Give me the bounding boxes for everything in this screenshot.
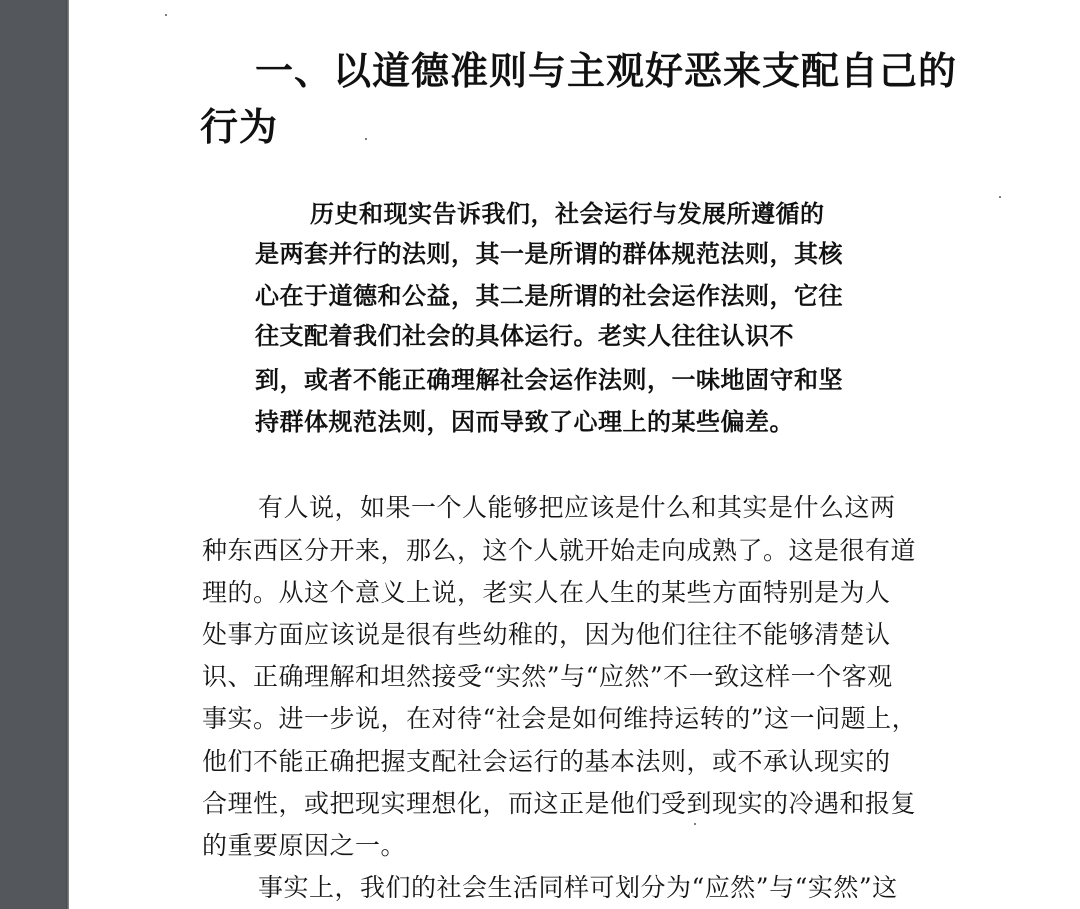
summary-line: 历史和现实告诉我们，社会运行与发展所遵循的: [310, 200, 825, 228]
scan-speck: [365, 138, 367, 140]
body-line: 理的。从这个意义上说，老实人在人生的某些方面特别是为人: [202, 578, 891, 607]
summary-line: 是两套并行的法则，其一是所谓的群体规范法则，其核: [255, 240, 843, 268]
scan-speck: [694, 823, 696, 825]
summary-line: 持群体规范法则，因而导致了心理上的某些偏差。: [255, 408, 794, 436]
summary-line: 往支配着我们社会的具体运行。老实人往往认识不: [255, 322, 794, 350]
summary-line: 到，或者不能正确理解社会运作法则，一味地固守和坚: [255, 366, 843, 394]
body-line: 的重要原因之一。: [202, 831, 407, 860]
scanned-page: [69, 0, 1080, 909]
body-line: 合理性，或把现实理想化，而这正是他们受到现实的冷遇和报复: [202, 789, 917, 818]
scan-speck: [999, 196, 1001, 198]
body-line: 有人说，如果一个人能够把应该是什么和其实是什么这两: [258, 493, 896, 522]
body-line: 事实。进一步说，在对待“社会是如何维持运转的”这一问题上，: [202, 704, 918, 733]
chapter-heading-line-1: 一、以道德准则与主观好恶来支配自己的: [255, 48, 958, 93]
body-line: 事实上，我们的社会生活同样可划分为“应然”与“实然”这: [258, 873, 898, 902]
body-line: 种东西区分开来，那么，这个人就开始走向成熟了。这是很有道: [202, 536, 917, 565]
body-line: 他们不能正确把握支配社会运行的基本法则，或不承认现实的: [202, 747, 891, 776]
body-line: 处事方面应该说是很有些幼稚的，因为他们往往不能够清楚认: [202, 620, 891, 649]
scan-speck: [165, 14, 167, 16]
chapter-heading-line-2: 行为: [200, 104, 279, 149]
viewer-left-gutter: [0, 0, 66, 909]
summary-line: 心在于道德和公益，其二是所谓的社会运作法则，它往: [255, 282, 843, 310]
body-line: 识、正确理解和坦然接受“实然”与“应然”不一致这样一个客观: [202, 662, 893, 691]
